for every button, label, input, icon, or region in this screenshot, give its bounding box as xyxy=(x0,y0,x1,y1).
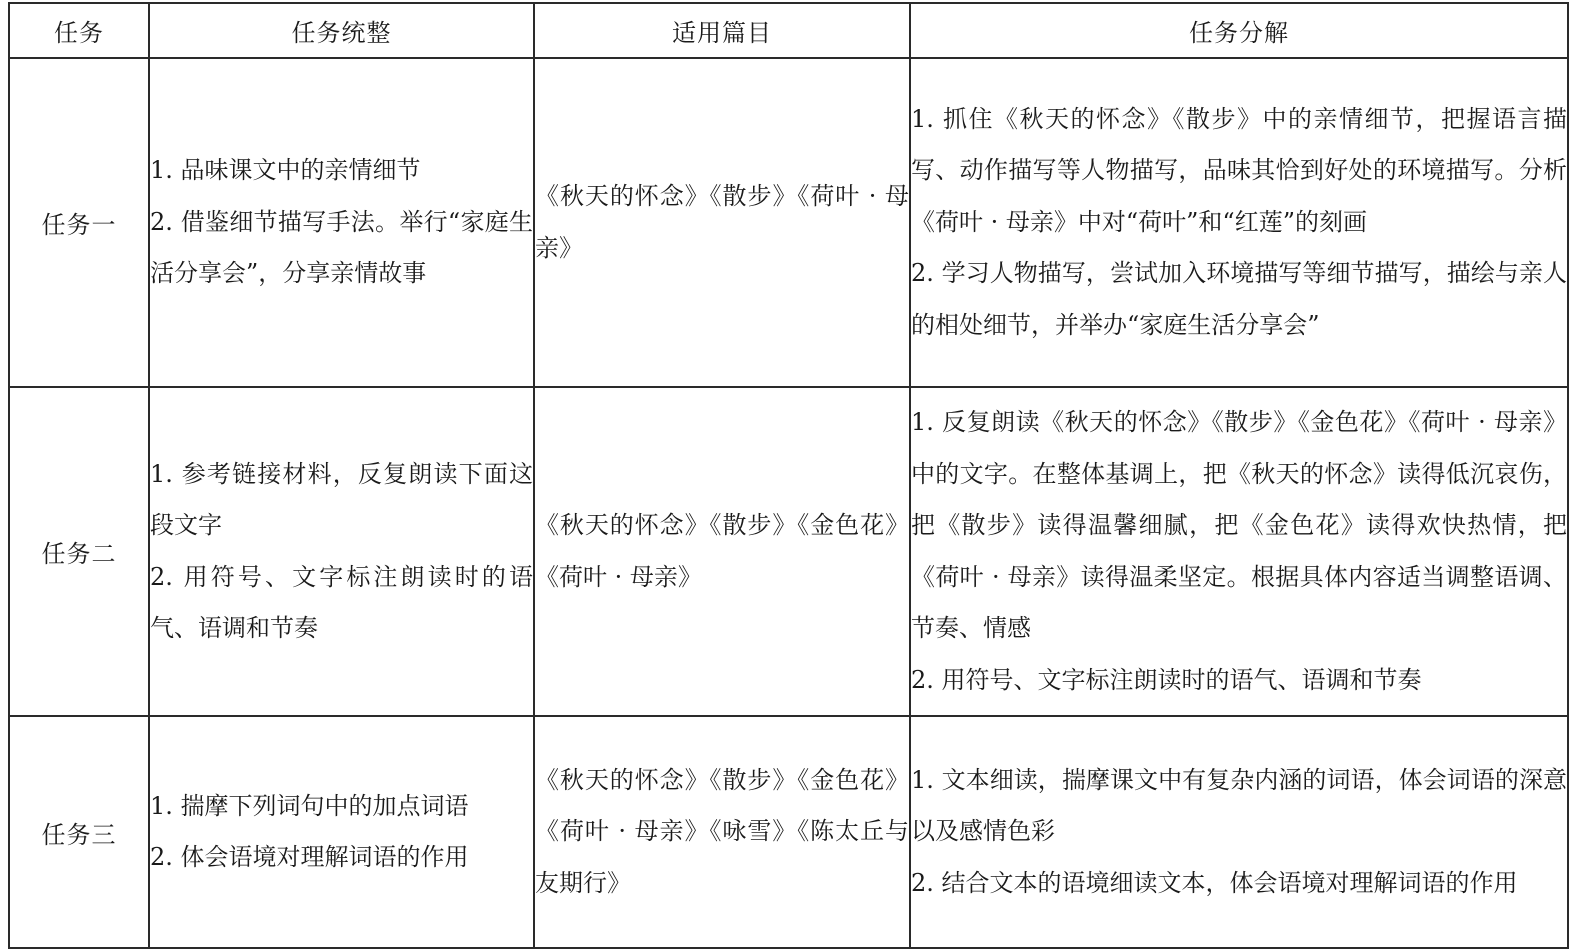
summary-cell xyxy=(149,58,534,387)
breakdown-item: 2. 用符号、文字标注朗读时的语气、语调和节奏 xyxy=(911,665,1422,694)
articles-cell: 《秋天的怀念》《散步》《荷叶 · 母亲》 xyxy=(534,58,910,387)
breakdown-item: 1. 文本细读，揣摩课文中有复杂内涵的词语，体会词语的深意以及感情色彩 xyxy=(911,765,1567,846)
summary-item: 1. 品味课文中的亲情细节 xyxy=(150,156,421,185)
summary-item: 1. 揣摩下列词句中的加点词语 xyxy=(150,791,469,820)
table-row xyxy=(9,716,1568,948)
task-table xyxy=(8,2,1569,949)
header-breakdown: 任务分解 xyxy=(910,3,1568,58)
breakdown-cell xyxy=(910,387,1568,716)
breakdown-cell xyxy=(910,58,1568,387)
breakdown-item: 1. 抓住《秋天的怀念》《散步》中的亲情细节，把握语言描写、动作描写等人物描写，品味其恰到好处的环境描写。分析《荷叶 · 母亲》中对“荷叶”和“红莲”的刻画 xyxy=(911,104,1567,236)
task-name-cell: 任务一 xyxy=(9,58,149,387)
task-name-cell: 任务三 xyxy=(9,716,149,948)
table-header-row xyxy=(9,3,1568,58)
table-row xyxy=(9,387,1568,716)
breakdown-item: 1. 反复朗读《秋天的怀念》《散步》《金色花》《荷叶 · 母亲》中的文字。在整体基调上，把《秋天的怀念》读得低沉哀伤，把《散步》读得温馨细腻，把《金色花》读得欢快热情，把《荷叶 · 母亲》读得温柔坚定。根据具体内容适当调整语调、节奏、情感 xyxy=(911,408,1567,642)
header-articles: 适用篇目 xyxy=(534,3,910,58)
breakdown-cell xyxy=(910,716,1568,948)
summary-item: 2. 体会语境对理解词语的作用 xyxy=(150,843,469,871)
header-task: 任务 xyxy=(9,3,149,58)
summary-item: 2. 借鉴细节描写手法。举行“家庭生活分享会”，分享亲情故事 xyxy=(150,207,533,288)
breakdown-item: 2. 结合文本的语境细读文本，体会语境对理解词语的作用 xyxy=(911,868,1518,897)
summary-cell xyxy=(149,387,534,716)
summary-item: 2. 用符号、文字标注朗读时的语气、语调和节奏 xyxy=(150,562,533,642)
header-summary: 任务统整 xyxy=(149,3,534,58)
articles-cell: 《秋天的怀念》《散步》《金色花》《荷叶 · 母亲》 xyxy=(534,387,910,716)
task-name-cell: 任务二 xyxy=(9,387,149,716)
breakdown-item: 2. 学习人物描写，尝试加入环境描写等细节描写，描绘与亲人的相处细节，并举办“家庭生活分享会” xyxy=(911,259,1567,339)
summary-cell xyxy=(149,716,534,948)
articles-cell: 《秋天的怀念》《散步》《金色花》《荷叶 · 母亲》《咏雪》《陈太丘与友期行》 xyxy=(534,716,910,948)
table-row xyxy=(9,58,1568,387)
summary-item: 1. 参考链接材料，反复朗读下面这段文字 xyxy=(150,459,533,539)
